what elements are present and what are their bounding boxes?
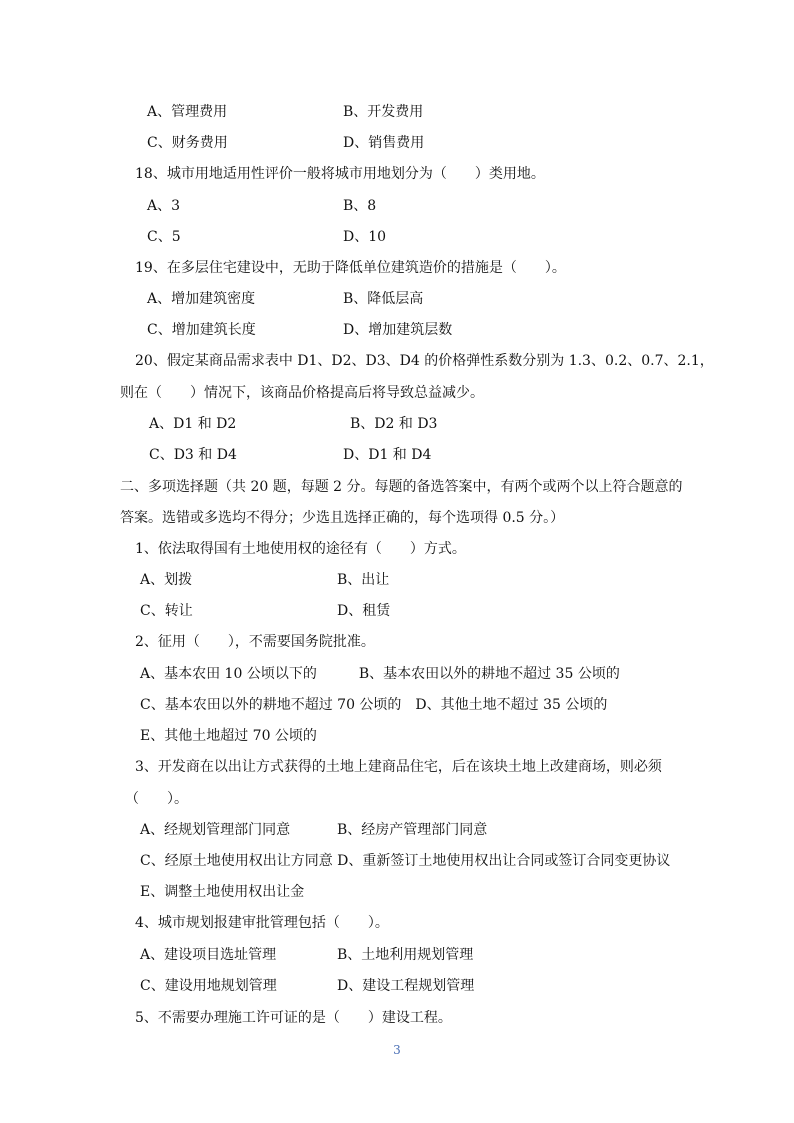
q17-option-a: A、管理费用 [147,104,228,120]
q18-option-a: A、3 [147,198,181,214]
m1-option-d: D、租赁 [337,603,391,619]
m3-stem-line2: （ ）。 [125,791,188,807]
m3-stem-line1: 3、开发商在以出让方式获得的土地上建商品住宅，后在该块土地上改建商场，则必须 [135,759,662,775]
q20-option-c: C、D3 和 D4 [149,447,237,463]
m3-option-a: A、经规划管理部门同意 [140,822,291,838]
m4-option-b: B、土地利用规划管理 [337,947,474,963]
m3-option-b: B、经房产管理部门同意 [337,822,488,838]
m1-option-c: C、转让 [140,603,193,619]
q18-option-d: D、10 [343,229,387,245]
q19-option-b: B、降低层高 [343,291,424,307]
m2-option-e: E、其他土地超过 70 公顷的 [140,728,317,744]
q19-option-d: D、增加建筑层数 [343,322,453,338]
m1-option-a: A、划拨 [140,572,193,588]
m4-option-a: A、建设项目选址管理 [140,947,277,963]
m2-stem: 2、征用（ ），不需要国务院批准。 [135,634,375,650]
m3-options-cd: C、经原土地使用权出让方同意 D、重新签订土地使用权出让合同或签订合同变更协议 [140,853,671,869]
q20-option-b: B、D2 和 D3 [350,416,438,432]
m3-option-e: E、调整土地使用权出让金 [140,884,305,900]
q17-option-d: D、销售费用 [343,135,425,151]
section2-instructions: 答案。选错或多选均不得分；少选且选择正确的，每个选项得 0.5 分。） [120,510,565,526]
q20-stem-line1: 20、假定某商品需求表中 D1、D2、D3、D4 的价格弹性系数分别为 1.3、0.2、0.7、2.1， [135,353,714,369]
q18-stem: 18、城市用地适用性评价一般将城市用地划分为（ ）类用地。 [135,166,545,182]
m4-option-c: C、建设用地规划管理 [140,978,277,994]
m2-options-ab: A、基本农田 10 公顷以下的 B、基本农田以外的耕地不超过 35 公顷的 [140,666,620,682]
m2-options-cd: C、基本农田以外的耕地不超过 70 公顷的 D、其他土地不超过 35 公顷的 [140,697,608,713]
m1-option-b: B、出让 [337,572,390,588]
m1-stem: 1、依法取得国有土地使用权的途径有（ ）方式。 [135,541,466,557]
q20-option-d: D、D1 和 D4 [343,447,432,463]
m4-stem: 4、城市规划报建审批管理包括（ ）。 [135,915,389,931]
page-number: 3 [393,1043,401,1057]
q20-stem-line2: 则在（ ）情况下，该商品价格提高后将导致总益减少。 [120,385,484,401]
q20-option-a: A、D1 和 D2 [149,416,237,432]
q19-stem: 19、在多层住宅建设中，无助于降低单位建筑造价的措施是（ ）。 [135,260,566,276]
q19-option-c: C、增加建筑长度 [147,322,256,338]
q19-option-a: A、增加建筑密度 [147,291,256,307]
q17-option-b: B、开发费用 [343,104,424,120]
m4-option-d: D、建设工程规划管理 [337,978,475,994]
m5-stem: 5、不需要办理施工许可证的是（ ）建设工程。 [135,1010,452,1026]
q18-option-b: B、8 [343,198,377,214]
q18-option-c: C、5 [147,229,181,245]
q17-option-c: C、财务费用 [147,135,228,151]
section2-heading: 二、多项选择题（共 20 题，每题 2 分。每题的备选答案中，有两个或两个以上符合题意的 [120,479,683,495]
